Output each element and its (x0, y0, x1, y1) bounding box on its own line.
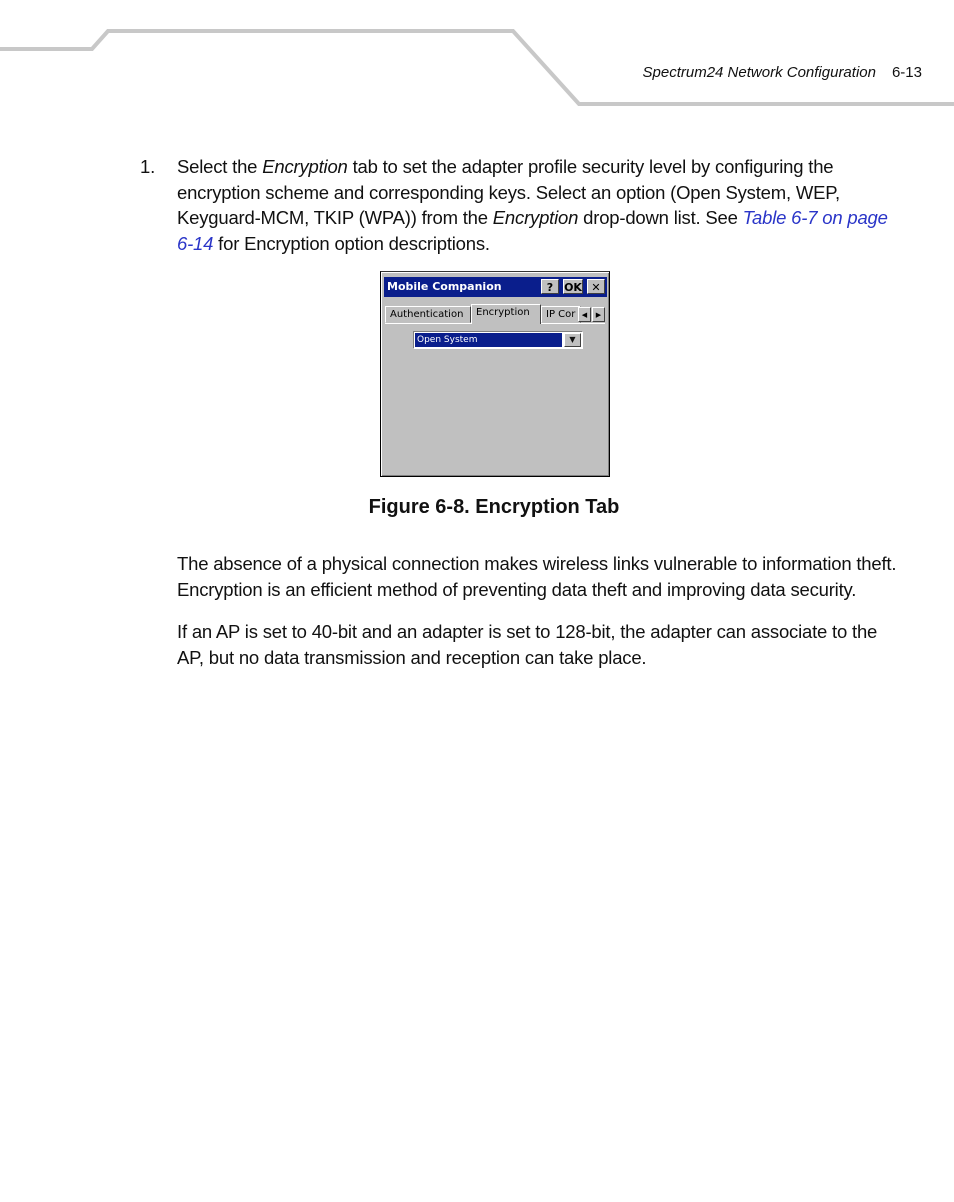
close-button[interactable]: ✕ (587, 279, 605, 294)
header-decoration (0, 0, 954, 110)
tab-scroll-right-icon[interactable]: ▶ (592, 307, 605, 322)
running-header (643, 64, 922, 81)
ui-term: Encryption (492, 207, 579, 228)
tab-scroll-left-icon[interactable]: ◀ (578, 307, 591, 322)
window-titlebar (384, 277, 607, 297)
ui-term: Encryption (262, 156, 348, 177)
ok-button[interactable]: OK (564, 281, 582, 294)
step-number: 1. (140, 156, 156, 177)
section-title: Spectrum24 Network Configuration (642, 64, 876, 81)
cross-reference-link[interactable]: Table 6-7 on page 6-14 (177, 207, 888, 254)
page-number: 6-13 (891, 64, 922, 81)
help-button[interactable]: ? (541, 279, 559, 294)
mobile-companion-window (380, 271, 610, 477)
figure-caption: Figure 6-8. Encryption Tab (368, 496, 620, 518)
tab-authentication[interactable]: Authentication (385, 306, 471, 323)
encryption-dropdown[interactable] (413, 331, 583, 349)
tab-ip-config[interactable]: IP Cor (541, 306, 581, 323)
chevron-down-icon[interactable]: ▼ (564, 333, 581, 347)
step-text: Select the Encryption tab to set the adapter profile security level by configuring the encryption scheme and corresponding keys. Select an option (Open System, WEP, Keyguard-MCM, TKIP (WPA)) from the Encryption drop-down list. See Table 6-7 on page 6-14 for Encryption option descriptions. (177, 156, 888, 254)
tab-strip (385, 304, 607, 324)
step-1 (140, 154, 890, 256)
window-title: Mobile Companion (387, 280, 502, 293)
paragraph-bit-mismatch: If an AP is set to 40-bit and an adapter is set to 128-bit, the adapter can associate to the AP, but no data transmission and reception can take place. (177, 621, 878, 668)
tab-encryption[interactable]: Encryption (471, 304, 541, 324)
encryption-selected-value: Open System (415, 333, 562, 347)
paragraph-encryption-intro: The absence of a physical connection makes wireless links vulnerable to information theft. Encryption is an efficient method of preventing data theft and improving data security. (177, 553, 897, 600)
